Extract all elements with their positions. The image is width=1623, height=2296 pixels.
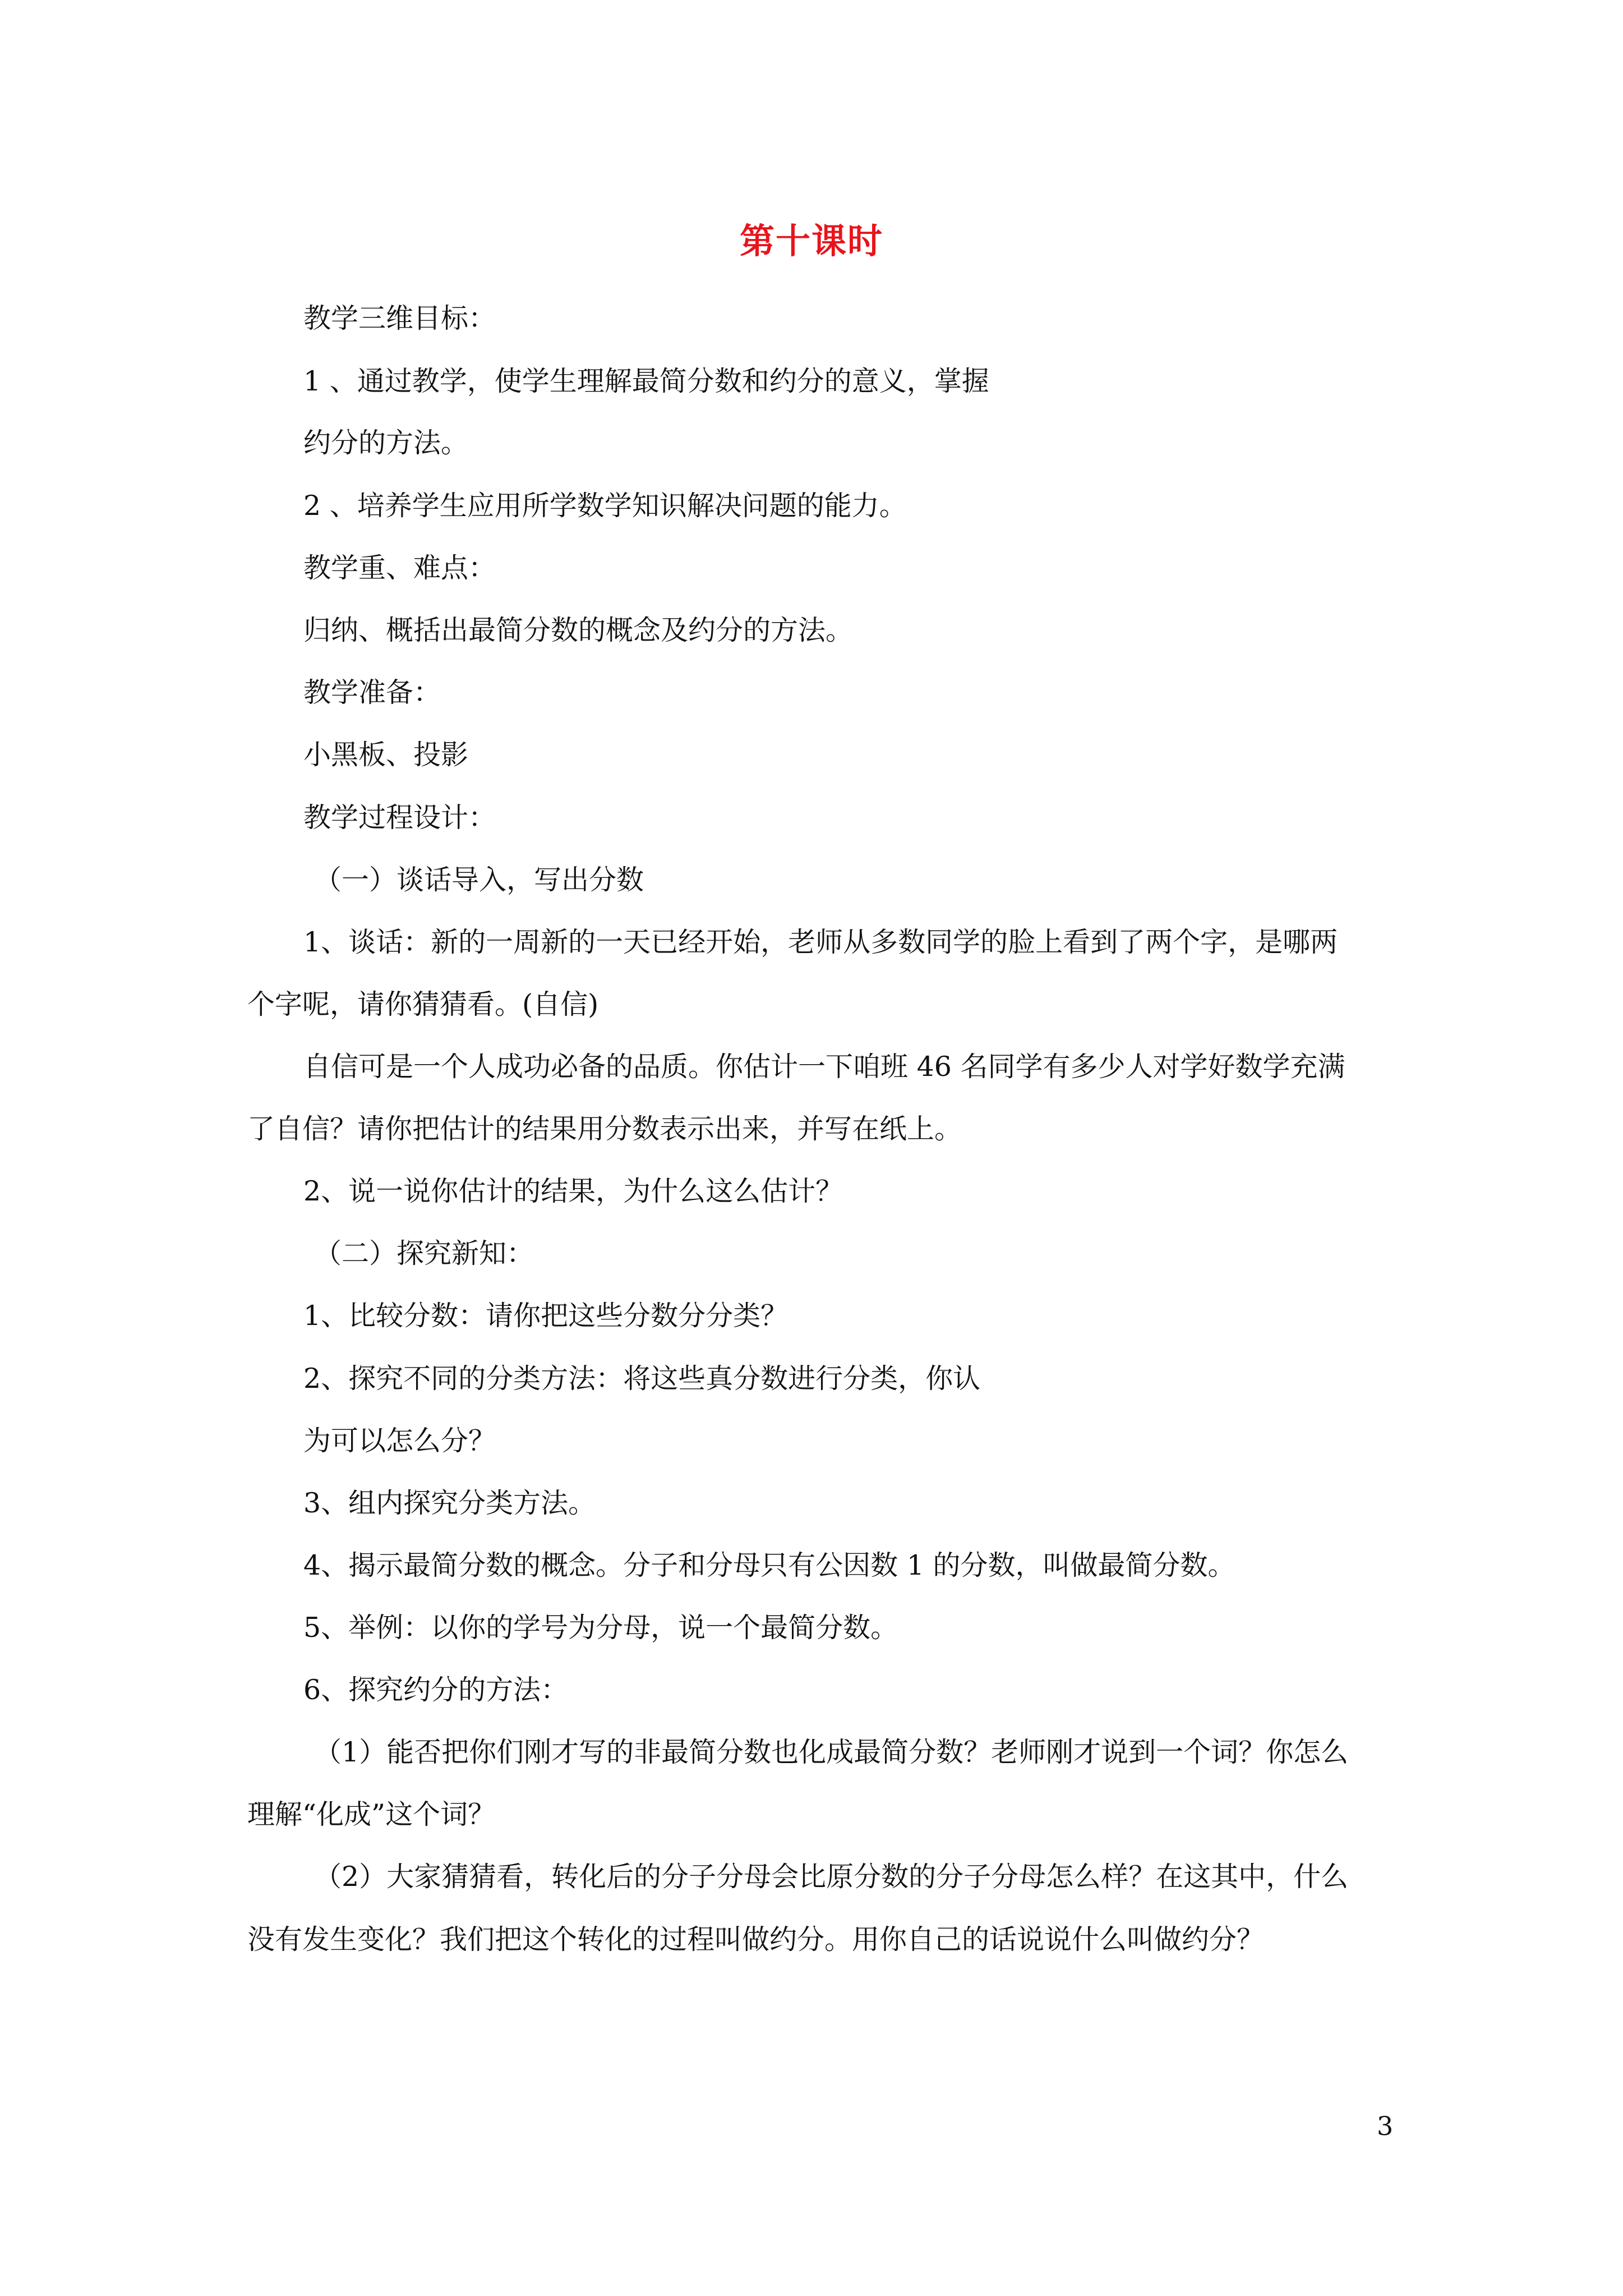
text-line: 约分的方法。 xyxy=(303,427,469,459)
text-line: 教学过程设计： xyxy=(303,802,496,834)
text-line: （2）大家猜猜看，转化后的分子分母会比原分数的分子分母怎么样？在这其中，什么 xyxy=(314,1861,1349,1893)
text-line: 2、说一说你估计的结果，为什么这么估计？ xyxy=(303,1175,843,1207)
page-title: 第十课时 xyxy=(739,220,883,261)
text-line: 自信可是一个人成功必备的品质。你估计一下咱班 46 名同学有多少人对学好数学充满 xyxy=(303,1051,1345,1083)
text-line: 3、组内探究分类方法。 xyxy=(303,1487,596,1519)
text-line: 5、举例：以你的学号为分母，说一个最简分数。 xyxy=(303,1612,898,1644)
text-line: （1）能否把你们刚才写的非最简分数也化成最简分数？老师刚才说到一个词？你怎么 xyxy=(314,1736,1349,1768)
text-line: 1、比较分数：请你把这些分数分分类？ xyxy=(303,1300,789,1332)
text-line: 1 、通过教学，使学生理解最简分数和约分的意义，掌握 xyxy=(303,365,989,397)
text-line: 6、探究约分的方法： xyxy=(303,1674,569,1706)
text-line: 4、揭示最简分数的概念。分子和分母只有公因数 1 的分数，叫做最简分数。 xyxy=(303,1549,1235,1581)
text-line: 没有发生变化？我们把这个转化的过程叫做约分。用你自己的话说说什么叫做约分？ xyxy=(247,1924,1265,1955)
text-line: 小黑板、投影 xyxy=(303,739,469,771)
text-line: 教学三维目标： xyxy=(303,302,496,334)
text-line: 理解“化成”这个词？ xyxy=(247,1798,496,1830)
text-line: （二）探究新知： xyxy=(314,1237,534,1269)
text-line: 2、探究不同的分类方法：将这些真分数进行分类，你认 xyxy=(303,1363,981,1395)
text-line: 了自信？请你把估计的结果用分数表示出来，并写在纸上。 xyxy=(247,1113,962,1145)
text-line: 归纳、概括出最简分数的概念及约分的方法。 xyxy=(303,614,854,646)
text-line: 教学准备： xyxy=(303,677,441,708)
text-line: （一）谈话导入，写出分数 xyxy=(314,864,644,896)
text-line: 1、谈话：新的一周新的一天已经开始，老师从多数同学的脸上看到了两个字，是哪两 xyxy=(303,926,1338,958)
text-line: 2 、培养学生应用所学数学知识解决问题的能力。 xyxy=(303,490,907,522)
text-line: 为可以怎么分？ xyxy=(303,1425,496,1457)
text-line: 教学重、难点： xyxy=(303,552,496,584)
page-number: 3 xyxy=(1377,2111,1394,2141)
text-line: 个字呢，请你猜猜看。(自信) xyxy=(247,988,599,1020)
